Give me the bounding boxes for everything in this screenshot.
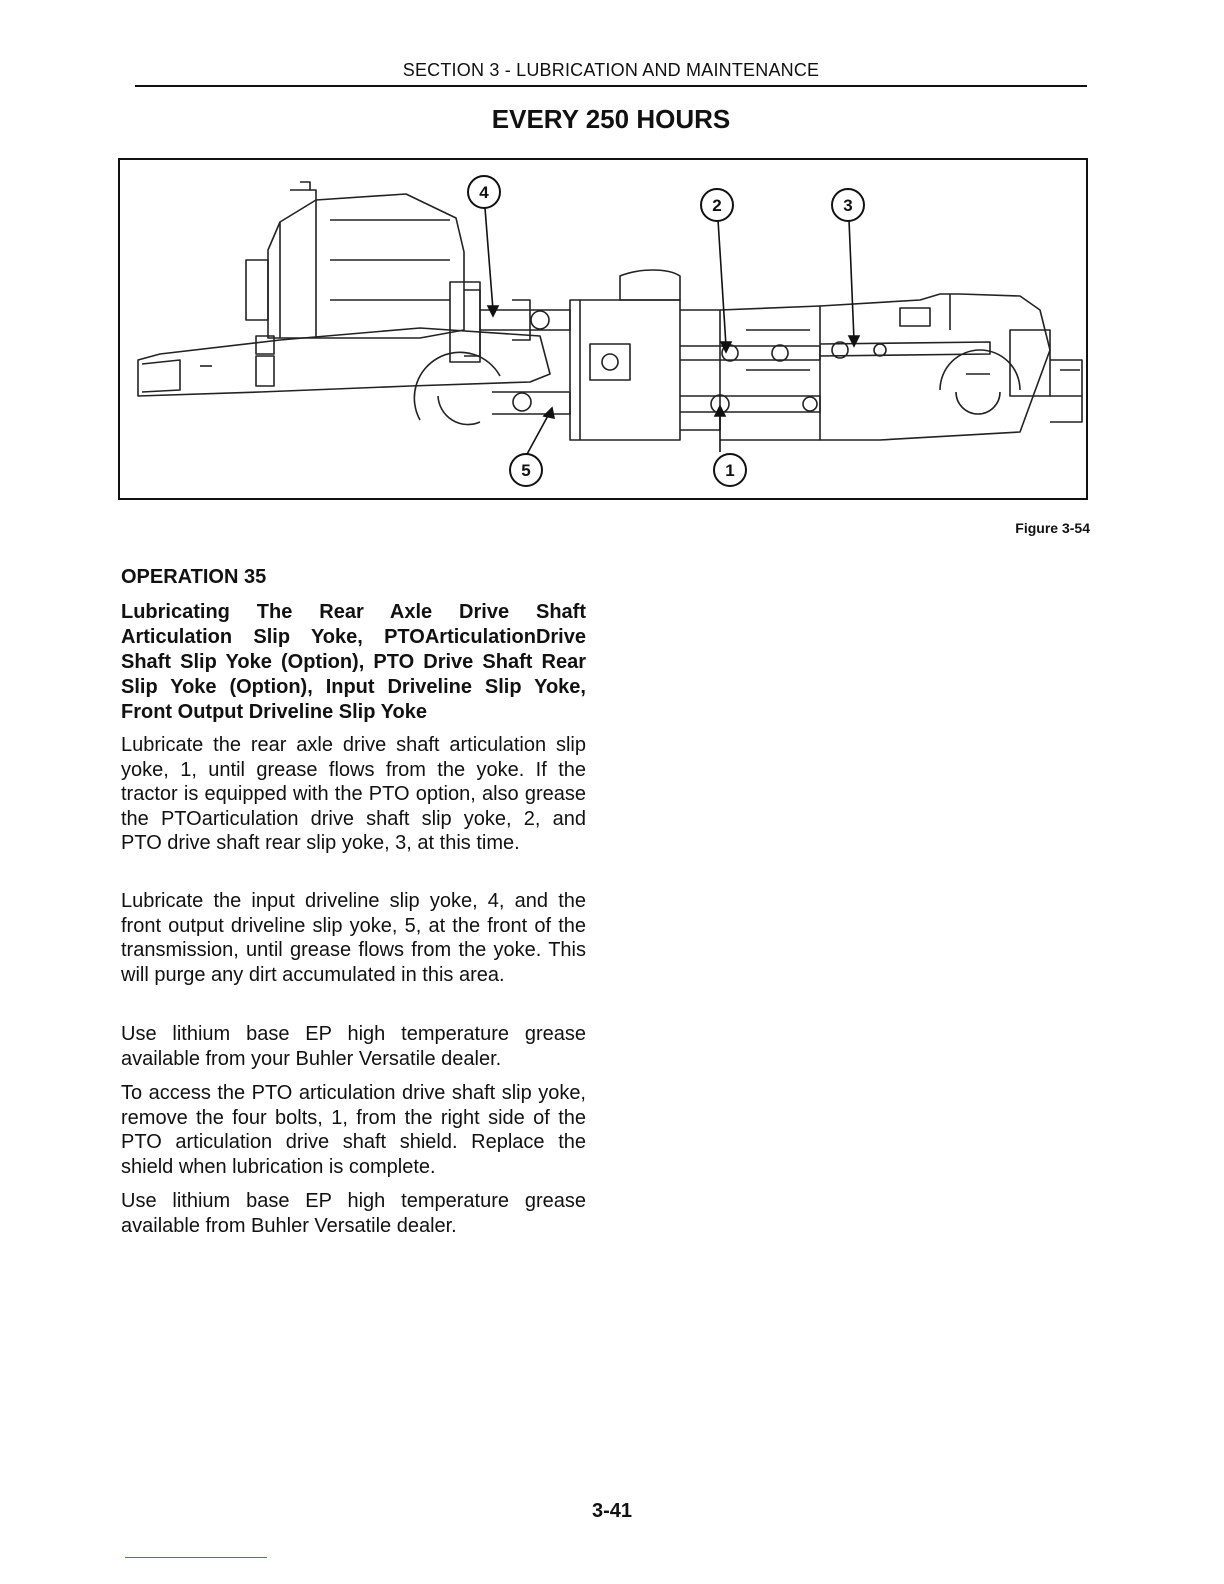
callout-label-5: 5	[521, 461, 531, 480]
paragraph-3: Use lithium base EP high temperature grease available from your Buhler Versatile dealer.	[121, 1023, 586, 1070]
footer-line	[125, 1557, 267, 1558]
paragraph-1: Lubricate the rear axle drive shaft articulation slip yoke, 1, until grease flows from the yoke. If the tractor is equipped with the PTO option, also grease the PTOarticulation drive shaft slip yoke, 2, and PTO drive shaft rear slip yoke, 3, at this time.	[121, 734, 586, 855]
section-header: SECTION 3 - LUBRICATION AND MAINTENANCE	[402, 60, 820, 80]
rear-frame	[820, 294, 1050, 440]
paragraph-2: Lubricate the input driveline slip yoke, 4, and the front output driveline slip yoke, 5, at the front of the transmission, until grease flows from the yoke. This will purge any dirt accumulated in this area.	[121, 890, 586, 986]
transmission	[570, 300, 680, 440]
drivetrain-diagram	[120, 160, 1086, 498]
leader-line-3	[849, 220, 854, 340]
paragraph-4: To access the PTO articulation drive shaft slip yoke, remove the four bolts, 1, from the right side of the PTO articulation drive shaft shield. Replace the shield when lubrication is complete.	[121, 1082, 586, 1178]
leader-line-4	[485, 208, 493, 310]
pto-articulation-shaft	[680, 346, 820, 360]
operation-subtitle: Lubricating The Rear Axle Drive Shaft Articulation Slip Yoke, PTOArticulationDrive Shaft Slip Yoke (Option), PTO Drive Shaft Rear Slip Yoke (Option), Input Driveline Slip Yoke, Front Output Driveline Slip Yoke	[121, 601, 586, 723]
paragraph-5: Use lithium base EP high temperature grease available from Buhler Versatile dealer.	[121, 1190, 586, 1237]
page-title: EVERY 250 HOURS	[491, 104, 731, 134]
header-rule	[135, 85, 1087, 87]
callout-label-3: 3	[843, 196, 853, 215]
engine-block	[268, 194, 464, 338]
operation-heading: OPERATION 35	[121, 566, 267, 588]
rear-axle-drive-shaft	[680, 396, 820, 412]
callout-label-2: 2	[712, 196, 722, 215]
callout-label-4: 4	[479, 183, 489, 202]
callout-label-1: 1	[725, 461, 735, 480]
figure-caption: Figure 3-54	[1015, 520, 1090, 536]
leader-line-5	[526, 412, 550, 456]
page-number: 3-41	[591, 1500, 633, 1522]
figure-illustration	[118, 158, 1088, 500]
